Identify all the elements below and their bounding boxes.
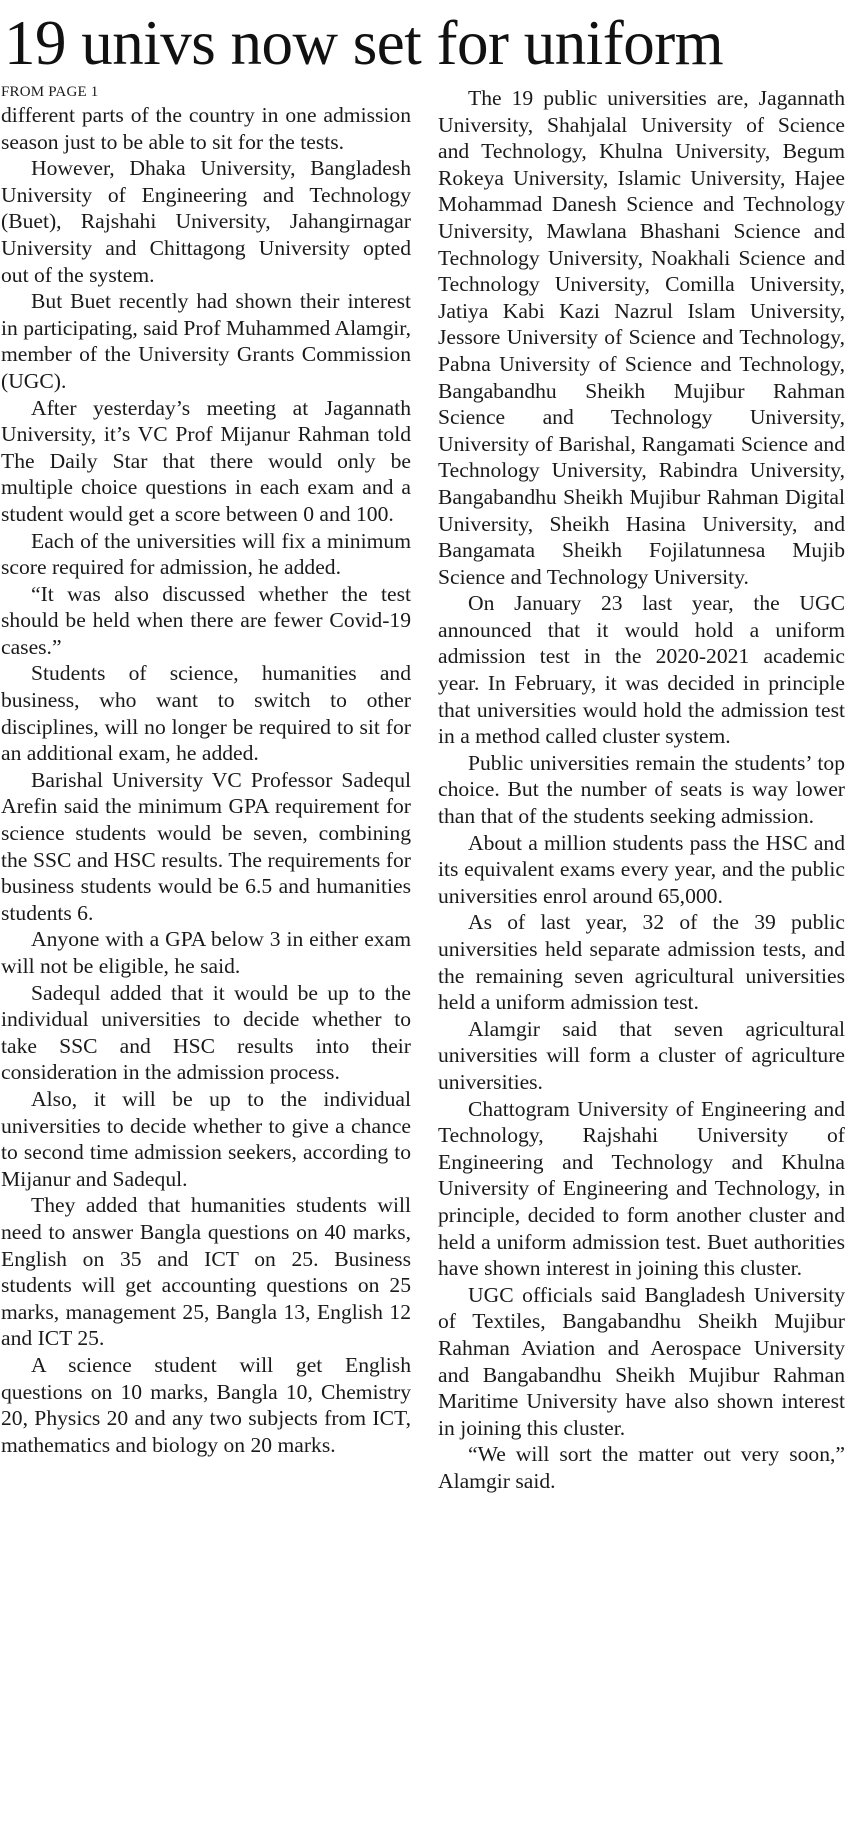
paragraph: A science student will get English questions on 10 marks, Bangla 10, Chemistry 20, Physics 20 and any two subjects from ICT, mathematics and biology on 20 marks. bbox=[1, 1352, 411, 1457]
paragraph: On January 23 last year, the UGC announced that it would hold a uniform admission test in the 2020-2021 academic year. In February, it was decided in principle that universities would hold the admission test in a method called cluster system. bbox=[438, 591, 845, 749]
jump-line: FROM PAGE 1 bbox=[1, 84, 99, 100]
paragraph: different parts of the country in one admission season just to be able to sit for the tests. bbox=[1, 103, 411, 154]
paragraph: But Buet recently had shown their interest in participating, said Prof Muhammed Alamgir, member of the University Grants Commission (UGC). bbox=[1, 289, 411, 393]
headline: 19 univs now set for uniform bbox=[4, 8, 724, 78]
quote-paragraph: “We will sort the matter out very soon,” Alamgir said. bbox=[438, 1442, 845, 1493]
article-column-left bbox=[1, 82, 411, 1458]
paragraph: Students of science, humanities and business, who want to switch to other disciplines, will no longer be required to sit for an additional exam, he added. bbox=[1, 661, 411, 766]
article-column-right bbox=[438, 85, 845, 1494]
paragraph: As of last year, 32 of the 39 public universities held separate admission tests, and the remaining seven agricultural universities held a uniform admission test. bbox=[438, 910, 845, 1015]
paragraph: They added that humanities students will need to answer Bangla questions on 40 marks, English on 35 and ICT on 25. Business students will get accounting questions on 25 marks, management 25, Bangla 13, English 12 and ICT 25. bbox=[1, 1193, 411, 1351]
paragraph: Sadequl added that it would be up to the individual universities to decide whether to take SSC and HSC results into their consideration in the admission process. bbox=[1, 980, 411, 1085]
paragraph: Each of the universities will fix a minimum score required for admission, he added. bbox=[1, 528, 411, 580]
paragraph: About a million students pass the HSC and its equivalent exams every year, and the public universities enrol around 65,000. bbox=[438, 830, 845, 908]
paragraph: Chattogram University of Engineering and Technology, Rajshahi University of Engineering and Technology and Khulna University of Engineering and Technology, in principle, decided to form another cluster and held a uniform admission test. Buet authorities have shown interest in joining this cluster. bbox=[438, 1096, 845, 1281]
paragraph: UGC officials said Bangladesh University of Textiles, Bangabandhu Sheikh Mujibur Rahman Aviation and Aerospace University and Bangabandhu Sheikh Mujibur Rahman Maritime University have also shown interest in joining this cluster. bbox=[438, 1282, 845, 1440]
paragraph: After yesterday’s meeting at Jagannath University, it’s VC Prof Mijanur Rahman told The Daily Star that there would only be multiple choice questions in each exam and a student would get a score between 0 and 100. bbox=[1, 395, 411, 526]
quote-paragraph: “It was also discussed whether the test should be held when there are fewer Covid-19 cases.” bbox=[1, 581, 411, 659]
paragraph: Anyone with a GPA below 3 in either exam will not be eligible, he said. bbox=[1, 927, 411, 978]
paragraph: Alamgir said that seven agricultural universities will form a cluster of agriculture universities. bbox=[438, 1016, 845, 1094]
paragraph: Barishal University VC Professor Sadequl Arefin said the minimum GPA requirement for science students would be seven, combining the SSC and HSC results. The requirements for business students would be 6.5 and humanities students 6. bbox=[1, 767, 411, 925]
paragraph: Public universities remain the students’ top choice. But the number of seats is way lower than that of the students seeking admission. bbox=[438, 750, 845, 829]
paragraph: Also, it will be up to the individual universities to decide whether to give a chance to second time admission seekers, according to Mijanur and Sadequl. bbox=[1, 1086, 411, 1191]
university-list-paragraph: The 19 public universities are, Jagannath University, Shahjalal University of Science and Technology, Khulna University, Begum Rokeya University, Islamic University, Hajee Mohammad Danesh Science and Technology University, Mawlana Bhashani Science and Technology University, Noakhali Science and Technology University, Comilla University, Jatiya Kabi Kazi Nazrul Islam University, Jessore University of Science and Technology, Pabna University of Science and Technology, Bangabandhu Sheikh Mujibur Rahman Science and Technology University, University of Barishal, Rangamati Science and Technology University, Rabindra University, Bangabandhu Sheikh Mujibur Rahman Digital University, Sheikh Hasina University, and Bangamata Sheikh Fojilatunnesa Mujib Science and Technology University. bbox=[438, 86, 845, 589]
paragraph: However, Dhaka University, Bangladesh University of Engineering and Technology (Buet), Rajshahi University, Jahangirnagar University and Chittagong University opted out of the system. bbox=[1, 156, 411, 287]
